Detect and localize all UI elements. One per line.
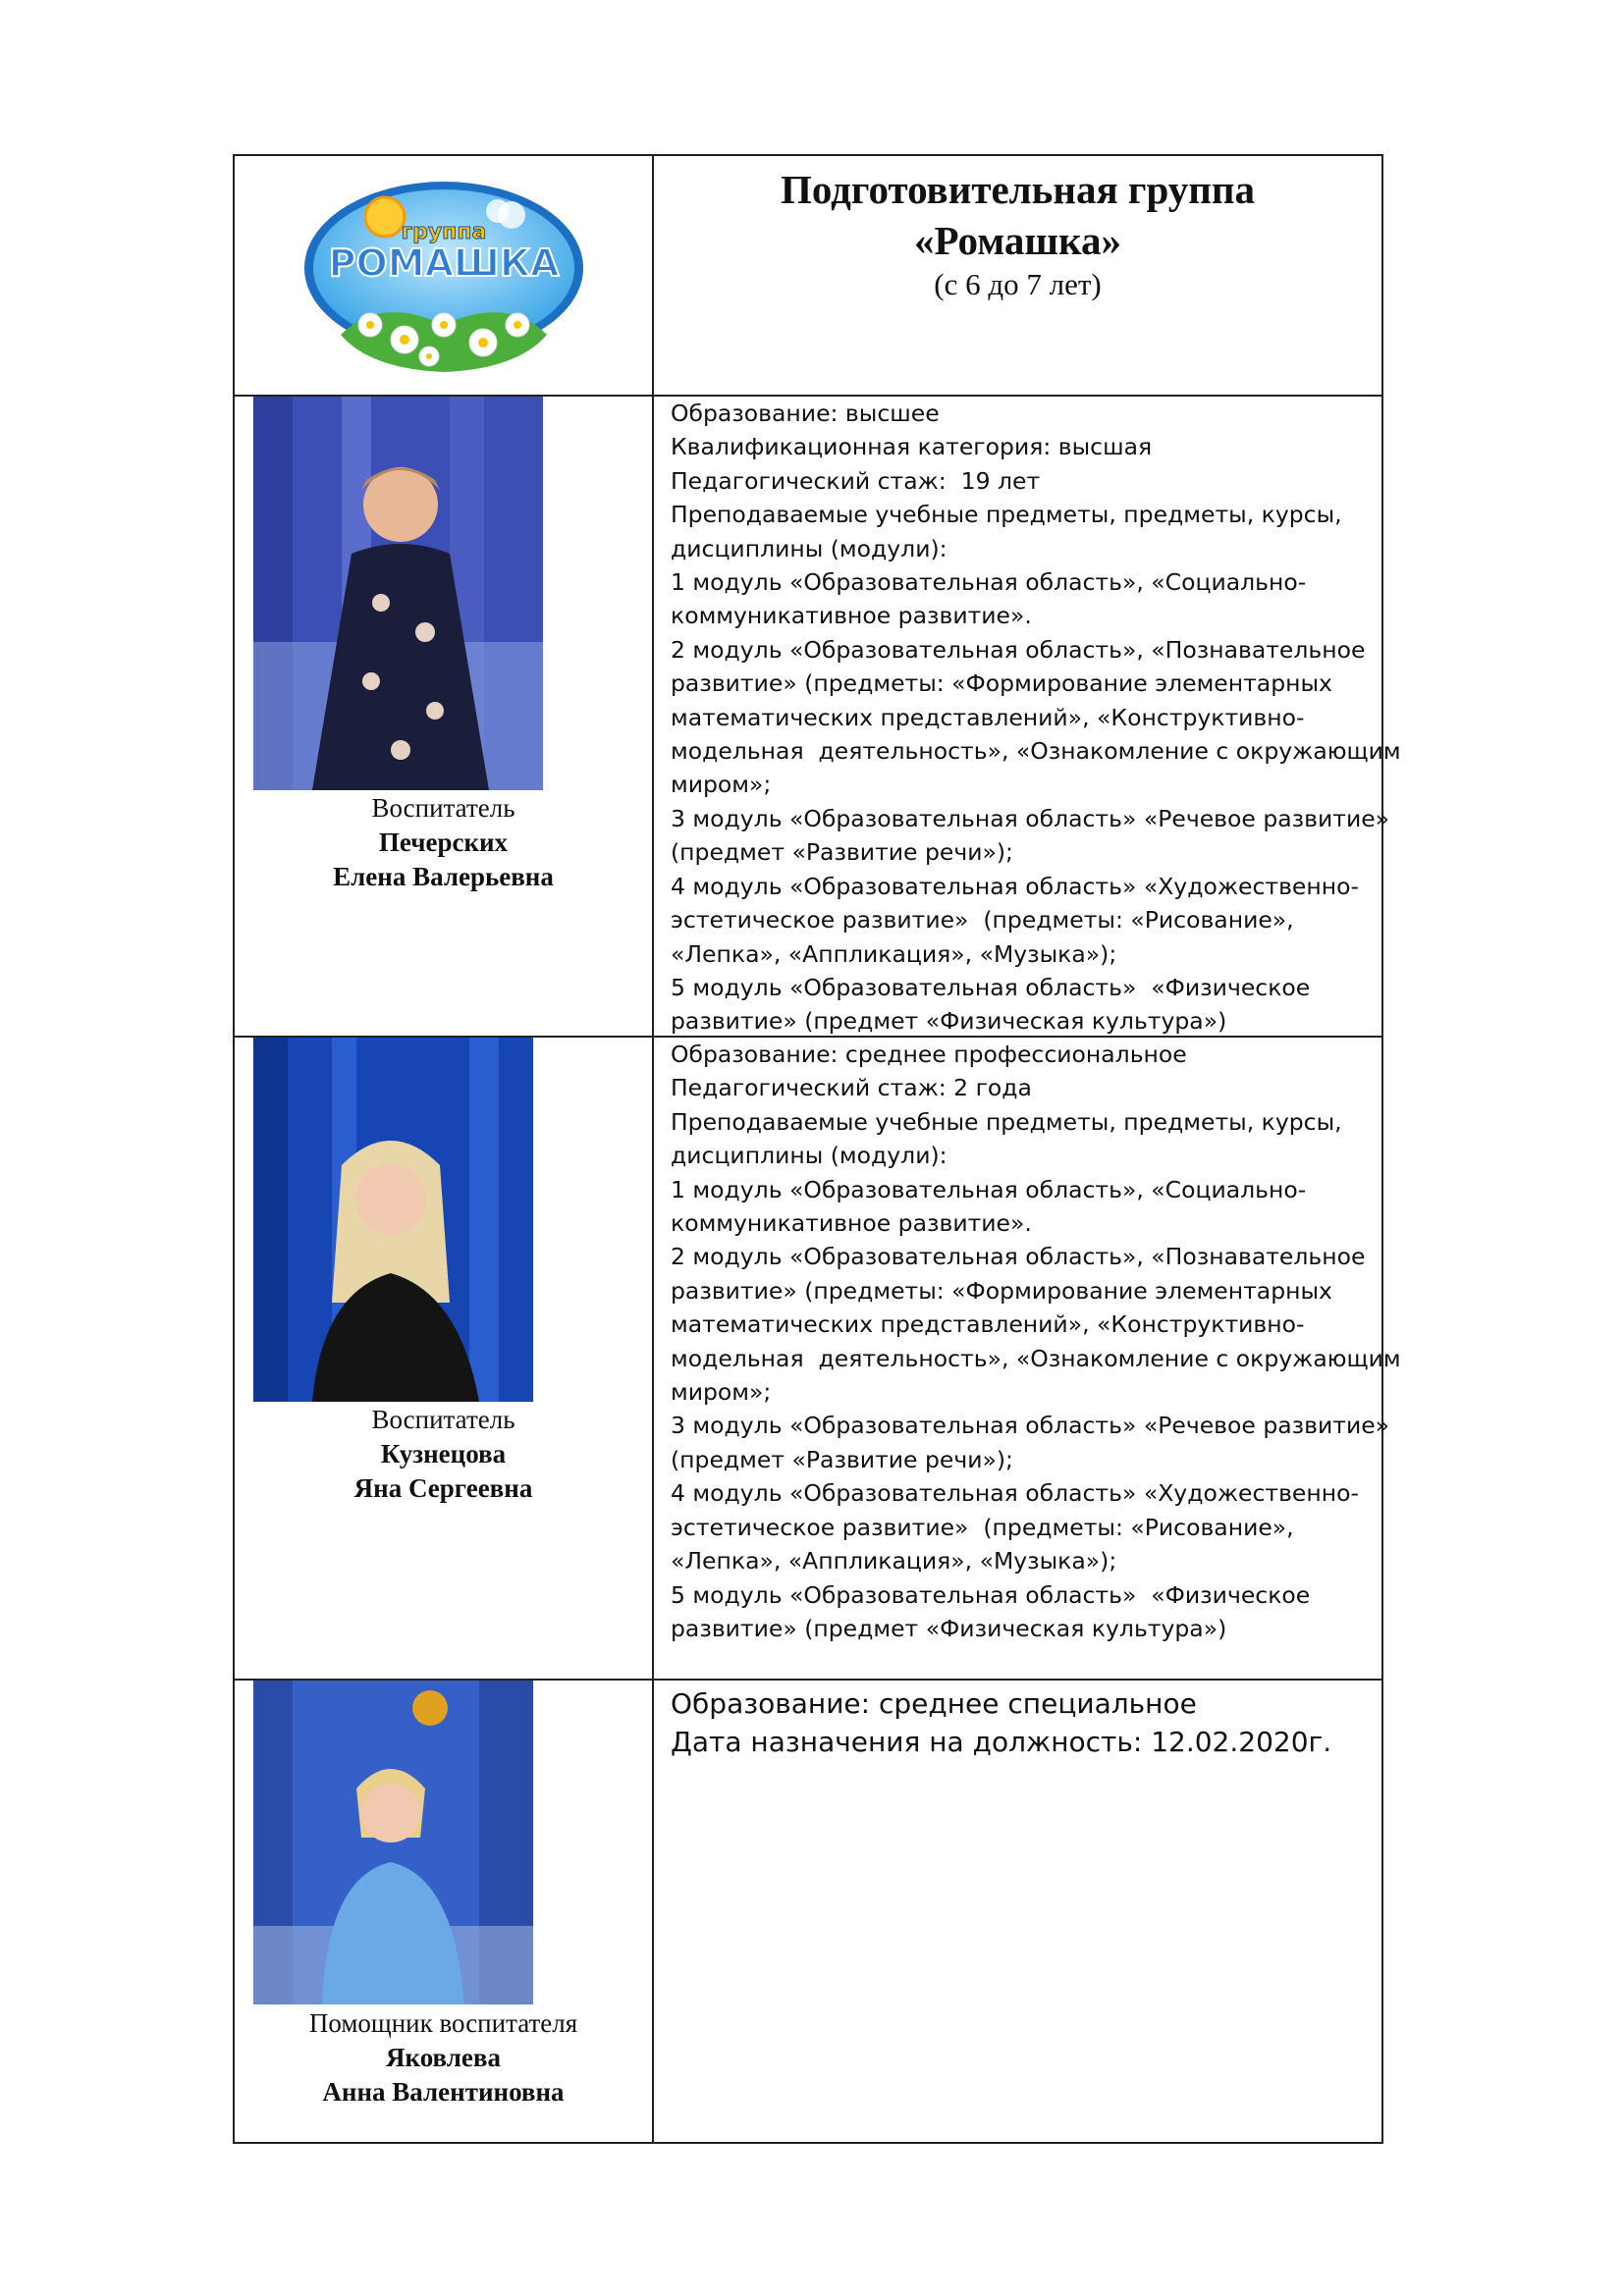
info-line: (предмет «Развитие речи»); [671, 838, 1013, 867]
staff-surname: Печерских [378, 828, 509, 857]
staff-surname: Яковлева [386, 2043, 501, 2072]
info-line: 3 модуль «Образовательная область» «Речевое развитие» [671, 1412, 1390, 1440]
info-line: развитие» (предметы: «Формирование элементарных [671, 1276, 1332, 1305]
info-line: Квалификационная категория: высшая [671, 433, 1153, 461]
staff-given-names: Елена Валерьевна [333, 862, 554, 891]
logo-cell [235, 156, 652, 395]
info-line: 1 модуль «Образовательная область», «Социально- [671, 568, 1307, 597]
staff-caption [235, 1403, 652, 1506]
staff-caption [235, 791, 652, 894]
info-line: Преподаваемые учебные предметы, предметы, курсы, [671, 1107, 1342, 1136]
info-line: математических представлений», «Конструктивно- [671, 703, 1305, 731]
info-line: Дата назначения на должность: 12.02.2020г. [671, 1726, 1332, 1758]
info-line: 3 модуль «Образовательная область» «Речевое развитие» [671, 804, 1390, 832]
info-line: 5 модуль «Образовательная область» «Физическое [671, 1580, 1311, 1609]
info-line: Преподаваемые учебные предметы, предметы, курсы, [671, 501, 1342, 529]
staff-photo [253, 1038, 533, 1402]
staff-info-cell [654, 1038, 1401, 1679]
staff-role: Воспитатель [371, 793, 515, 823]
staff-photo-cell [235, 1038, 652, 1679]
staff-photo-cell [235, 397, 652, 1036]
staff-given-names: Анна Валентиновна [322, 2077, 565, 2107]
group-logo [301, 178, 586, 376]
info-line: «Лепка», «Аппликация», «Музыка»); [671, 1547, 1117, 1575]
staff-role: Воспитатель [371, 1405, 515, 1434]
staff-info-cell [654, 1681, 1381, 2142]
info-line: развитие» (предмет «Физическая культура») [671, 1614, 1227, 1642]
info-line: модельная деятельность», «Ознакомление с окружающим [671, 1344, 1401, 1372]
info-line: Образование: среднее профессиональное [671, 1041, 1187, 1068]
header-cell [654, 156, 1381, 395]
staff-given-names: Яна Сергеевна [353, 1473, 533, 1503]
info-line: 5 модуль «Образовательная область» «Физическое [671, 973, 1311, 1001]
info-line: коммуникативное развитие». [671, 602, 1032, 630]
info-line: миром»; [671, 771, 772, 799]
info-line: математических представлений», «Конструктивно- [671, 1310, 1305, 1339]
staff-photo [253, 397, 543, 790]
logo-text-main: РОМАШКА [328, 241, 560, 285]
staff-photo [253, 1681, 533, 2004]
info-line: Педагогический стаж: 2 года [671, 1074, 1032, 1102]
staff-surname: Кузнецова [380, 1439, 507, 1468]
staff-caption [235, 2006, 652, 2109]
info-line: дисциплины (модули): [671, 1142, 947, 1170]
info-line: Педагогический стаж: 19 лет [671, 466, 1041, 495]
staff-photo-cell [235, 1681, 652, 2142]
info-line: 4 модуль «Образовательная область» «Художественно- [671, 872, 1359, 900]
info-line: 4 модуль «Образовательная область» «Художественно- [671, 1479, 1359, 1508]
info-line: (предмет «Развитие речи»); [671, 1445, 1013, 1473]
info-line: развитие» (предметы: «Формирование элементарных [671, 669, 1332, 698]
staff-info [671, 1038, 1401, 1645]
group-name: «Ромашка» [913, 218, 1121, 263]
info-line: дисциплины (модули): [671, 534, 947, 562]
info-line: развитие» (предмет «Физическая культура») [671, 1007, 1227, 1036]
info-line: миром»; [671, 1378, 772, 1407]
staff-info [671, 1684, 1331, 1761]
info-line: «Лепка», «Аппликация», «Музыка»); [671, 939, 1117, 968]
info-line: Образование: высшее [671, 400, 940, 427]
staff-info [671, 397, 1401, 1039]
info-line: коммуникативное развитие». [671, 1209, 1032, 1238]
staff-table [233, 154, 1401, 2144]
info-line: Образование: среднее специальное [671, 1687, 1197, 1720]
age-range: (с 6 до 7 лет) [934, 267, 1102, 301]
staff-role: Помощник воспитателя [308, 2008, 578, 2038]
logo-text-top: группа [401, 220, 487, 244]
info-line: 2 модуль «Образовательная область», «Познавательное [671, 635, 1366, 664]
info-line: 1 модуль «Образовательная область», «Социально- [671, 1175, 1307, 1203]
info-line: 2 модуль «Образовательная область», «Познавательное [671, 1243, 1366, 1271]
staff-info-cell [654, 397, 1401, 1036]
info-line: эстетическое развитие» (предметы: «Рисование», [671, 906, 1294, 934]
info-line: модельная деятельность», «Ознакомление с окружающим [671, 737, 1401, 766]
info-line: эстетическое развитие» (предметы: «Рисование», [671, 1513, 1294, 1541]
page-title: Подготовительная группа [780, 167, 1256, 212]
